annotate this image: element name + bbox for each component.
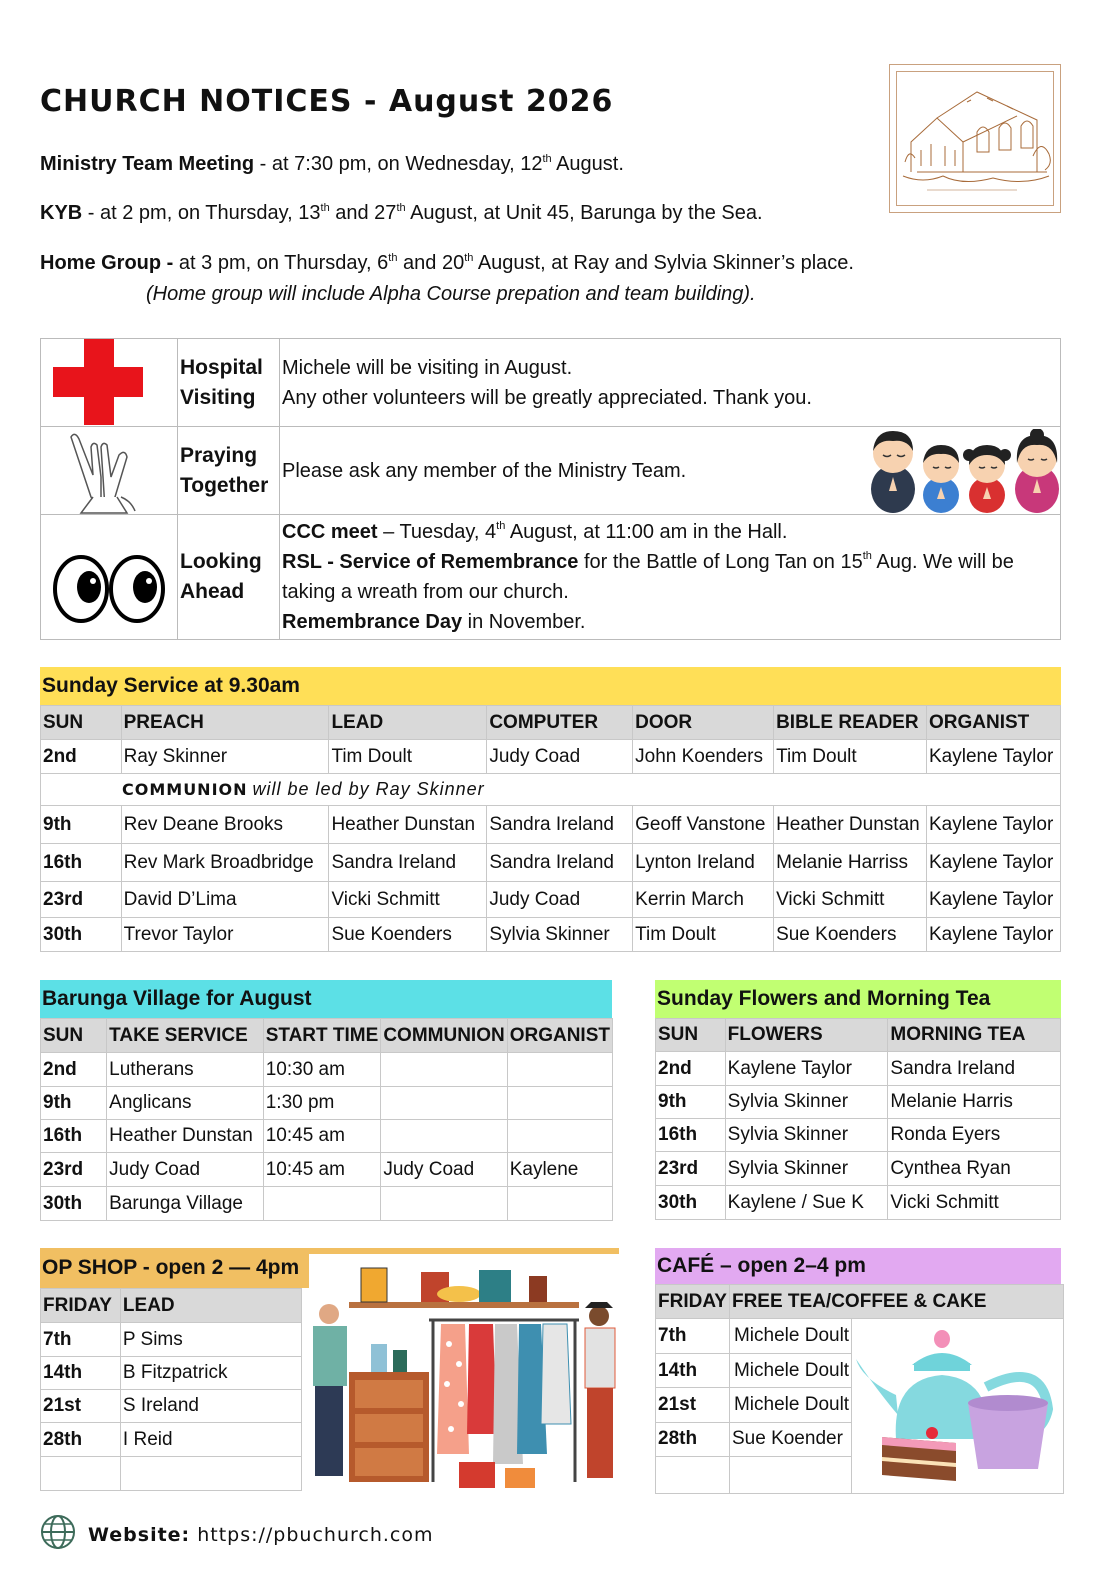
table-cell: 14th [656,1354,730,1388]
table-cell: Sylvia Skinner [725,1086,888,1119]
sunday-service-banner: Sunday Service at 9.30am [40,667,1061,705]
table-cell: P Sims [120,1323,301,1357]
table-cell: 21st [656,1388,730,1422]
praying-line-1: Please ask any member of the Ministry Team. [282,459,687,482]
hospital-title [178,339,280,426]
kyb-sup1: th [320,202,330,214]
table-row [41,806,1061,844]
cafe-header-free-tea: FREE TEA/COFFEE & CAKE [729,1285,1063,1319]
table-cell: Sylvia Skinner [487,918,633,952]
barunga-header-row [41,1019,613,1053]
cafe-table [655,1284,1064,1494]
table-cell: Ronda Eyers [888,1119,1061,1152]
kyb-notice [40,201,763,225]
cafe-banner: CAFÉ – open 2–4 pm [655,1248,1061,1284]
table-cell: John Koenders [633,740,774,774]
ministry-team-notice [40,152,624,176]
flowers-header-morning-tea: MORNING TEA [888,1019,1061,1052]
table-cell: 2nd [41,740,122,774]
table-cell: Kerrin March [633,882,774,918]
table-cell: Vicki Schmitt [888,1186,1061,1220]
hospital-title-2: Visiting [180,385,256,409]
table-cell: Sandra Ireland [487,844,633,882]
table-cell: Sue Koenders [774,918,927,952]
table-cell: 9th [41,1087,107,1120]
table-cell: Rev Mark Broadbridge [121,844,329,882]
table-row [656,1319,1064,1354]
table-cell: Melanie Harriss [774,844,927,882]
remembrance-label: Remembrance Day [282,611,463,633]
barunga-header-take-service: TAKE SERVICE [107,1019,264,1053]
table-cell: Michele Doult [729,1319,851,1354]
barunga-village-banner: Barunga Village for August [40,980,612,1018]
barunga-header-communion: COMMUNION [381,1019,507,1053]
hospital-line-2: Any other volunteers will be greatly appreciated. Thank you. [282,387,812,409]
table-cell: S Ireland [120,1390,301,1423]
table-cell [507,1187,612,1221]
table-cell: Michele Doult [729,1388,851,1422]
website-link[interactable]: https://pbuchurch.com [197,1523,434,1546]
rsl-sup: th [862,550,872,562]
table-cell: 30th [41,1187,107,1221]
flowers-header-flowers: FLOWERS [725,1019,888,1052]
table-cell: Cynthea Ryan [888,1152,1061,1186]
table-cell [381,1053,507,1087]
table-cell: 21st [41,1390,121,1423]
table-row [41,1120,613,1153]
table-row [41,1053,613,1087]
table-cell: Barunga Village [107,1187,264,1221]
teapot-cake-cell [852,1319,1064,1494]
table-cell [381,1187,507,1221]
table-cell: Judy Coad [487,882,633,918]
sunday-header-computer: COMPUTER [487,706,633,740]
table-cell: 10:45 am [263,1153,381,1187]
page-title: CHURCH NOTICES - August 2026 [40,84,614,119]
ccc-line [282,517,1060,547]
table-cell: Heather Dunstan [329,806,487,844]
op-shop-header-friday: FRIDAY [41,1289,121,1323]
table-cell: Sandra Ireland [329,844,487,882]
church-sketch-icon [889,64,1061,213]
table-cell [41,1457,121,1491]
table-cell: Kaylene Taylor [927,844,1061,882]
praying-hands-icon [41,427,178,514]
table-cell: 23rd [41,1153,107,1187]
home-group-text-c: August, at Ray and Sylvia Skinner’s place. [473,252,854,274]
table-cell: 7th [41,1323,121,1357]
table-cell: David D’Lima [121,882,329,918]
rsl-text-c: taking a wreath from our church. [282,581,569,603]
table-cell: Judy Coad [487,740,633,774]
rsl-line [282,547,1060,577]
sunday-header-organist: ORGANIST [927,706,1061,740]
remembrance-text: in November. [462,611,586,633]
notice-table [40,338,1061,640]
flowers-header-sun: SUN [656,1019,726,1052]
rsl-label: RSL - Service of Remembrance [282,551,579,573]
table-cell: Rev Deane Brooks [121,806,329,844]
table-cell: Kaylene Taylor [927,918,1061,952]
table-cell: Sylvia Skinner [725,1119,888,1152]
table-cell: Sandra Ireland [487,806,633,844]
table-cell: Sue Koenders [329,918,487,952]
table-cell: B Fitzpatrick [120,1357,301,1390]
table-cell: 14th [41,1357,121,1390]
table-cell: 30th [656,1186,726,1220]
table-cell: Sandra Ireland [888,1052,1061,1086]
table-cell: 7th [656,1319,730,1354]
table-cell: 23rd [41,882,122,918]
table-cell: Heather Dunstan [774,806,927,844]
table-cell: Vicki Schmitt [774,882,927,918]
table-row [41,1323,302,1357]
kyb-text-c: August, at Unit 45, Barunga by the Sea. [405,202,763,224]
cafe-header-friday: FRIDAY [656,1285,730,1319]
table-cell: Ray Skinner [121,740,329,774]
communion-row [41,774,1061,806]
hospital-row [41,339,1060,427]
teapot-cake-icon [852,1319,1063,1487]
home-group-text-b: and 20 [397,252,465,274]
kyb-text-a: - at 2 pm, on Thursday, 13 [82,202,321,224]
barunga-header-start-time: START TIME [263,1019,381,1053]
kyb-text-b: and 27 [329,202,397,224]
table-cell: 2nd [41,1053,107,1087]
table-cell [507,1053,612,1087]
table-cell: Sue Koender [729,1422,851,1456]
ministry-team-sup: th [542,153,552,165]
op-shop-illustration-icon [309,1254,619,1495]
sunday-header-sun: SUN [41,706,122,740]
hospital-text [280,339,1060,426]
table-cell: 2nd [656,1052,726,1086]
looking-ahead-title [178,515,280,639]
flowers-banner: Sunday Flowers and Morning Tea [655,980,1061,1018]
barunga-header-organist: ORGANIST [507,1019,612,1053]
rsl-text-a: for the Battle of Long Tan on 15 [578,551,863,573]
sunday-header-row [41,706,1061,740]
ccc-text-a: – Tuesday, 4 [377,521,497,543]
table-cell: 16th [656,1119,726,1152]
table-cell [507,1087,612,1120]
table-cell: 28th [41,1423,121,1457]
praying-title-1: Praying [180,443,258,467]
table-cell: Melanie Harris [888,1086,1061,1119]
table-cell [381,1087,507,1120]
ministry-team-text-end: August. [551,153,624,175]
table-row [41,1390,302,1423]
eyes-icon [41,515,178,639]
table-row [656,1119,1061,1152]
table-row [41,882,1061,918]
home-group-sup2: th [464,252,474,264]
table-cell: Judy Coad [381,1153,507,1187]
op-shop-table [40,1288,302,1491]
ccc-sup: th [496,520,506,532]
red-cross-icon [41,339,178,426]
table-row [41,918,1061,952]
table-cell [381,1120,507,1153]
communion-label: COMMUNION [122,780,248,799]
praying-title-2: Together [180,473,269,497]
table-row [41,844,1061,882]
table-cell [507,1120,612,1153]
table-cell: Anglicans [107,1087,264,1120]
table-cell: Lutherans [107,1053,264,1087]
table-cell: 16th [41,1120,107,1153]
table-cell: 16th [41,844,122,882]
communion-text: will be led by Ray Skinner [252,779,485,799]
barunga-header-sun: SUN [41,1019,107,1053]
rsl-text-b: Aug. We will be [871,551,1014,573]
table-cell [729,1456,851,1493]
cafe-header-row [656,1285,1064,1319]
table-cell: Tim Doult [329,740,487,774]
looking-title-1: Looking [180,550,262,573]
kyb-label: KYB [40,202,83,224]
op-shop-banner-label: OP SHOP - open 2 — 4pm [42,1256,300,1279]
looking-title-2: Ahead [180,580,245,603]
ccc-label: CCC meet [282,521,378,543]
praying-row [41,427,1060,515]
sunday-header-bible-reader: BIBLE READER [774,706,927,740]
hospital-title-1: Hospital [180,355,263,379]
ministry-team-text: - at 7:30 pm, on Wednesday, 12 [254,153,543,175]
table-row [41,1087,613,1120]
remembrance-line [282,607,1060,637]
table-cell: Kaylene Taylor [927,806,1061,844]
table-cell: I Reid [120,1423,301,1457]
table-row [656,1086,1061,1119]
barunga-village-table [40,1018,613,1221]
table-row [41,1187,613,1221]
table-cell: Kaylene / Sue K [725,1186,888,1220]
table-row [41,740,1061,774]
table-cell: Trevor Taylor [121,918,329,952]
table-cell: Sylvia Skinner [725,1152,888,1186]
table-cell: Kaylene Taylor [725,1052,888,1086]
globe-icon [40,1514,76,1555]
table-cell: Michele Doult [729,1354,851,1388]
table-cell: Kaylene Taylor [927,740,1061,774]
table-cell: Kaylene Taylor [927,882,1061,918]
table-cell: Kaylene [507,1153,612,1187]
table-row [41,1153,613,1187]
hospital-line-1: Michele will be visiting in August. [282,357,573,379]
op-shop-header-row [41,1289,302,1323]
table-cell: Heather Dunstan [107,1120,264,1153]
looking-ahead-text [280,515,1060,639]
home-group-sup1: th [388,252,398,264]
looking-ahead-row [41,515,1060,639]
table-cell [656,1456,730,1493]
sunday-header-lead: LEAD [329,706,487,740]
table-cell [263,1187,381,1221]
table-row [41,1423,302,1457]
kyb-sup2: th [396,202,406,214]
ministry-team-label: Ministry Team Meeting [40,153,255,175]
communion-cell [41,774,1061,806]
table-cell: Lynton Ireland [633,844,774,882]
table-cell: 9th [41,806,122,844]
table-cell: 10:45 am [263,1120,381,1153]
website-footer [40,1514,434,1555]
home-group-notice [40,251,854,275]
table-cell: 30th [41,918,122,952]
flowers-table [655,1018,1061,1220]
table-cell: 9th [656,1086,726,1119]
table-row [656,1152,1061,1186]
home-group-label: Home Group - [40,252,174,274]
praying-family-icon [867,429,1063,518]
website-label: Website: [88,1523,191,1546]
sunday-header-preach: PREACH [121,706,329,740]
table-cell [120,1457,301,1491]
table-row [656,1186,1061,1220]
sunday-service-table [40,705,1061,952]
flowers-header-row [656,1019,1061,1052]
praying-title [178,427,280,514]
table-row [656,1052,1061,1086]
table-cell: 28th [656,1422,730,1456]
table-cell: 10:30 am [263,1053,381,1087]
table-row [41,1357,302,1390]
table-cell: Tim Doult [633,918,774,952]
sunday-header-door: DOOR [633,706,774,740]
table-cell: Tim Doult [774,740,927,774]
table-cell: 1:30 pm [263,1087,381,1120]
home-group-note: (Home group will include Alpha Course prepation and team building). [146,283,756,305]
ccc-text-b: August, at 11:00 am in the Hall. [505,521,788,543]
table-row [41,1457,302,1491]
table-cell: 23rd [656,1152,726,1186]
op-shop-header-lead: LEAD [120,1289,301,1323]
home-group-text-a: at 3 pm, on Thursday, 6 [173,252,389,274]
table-cell: Geoff Vanstone [633,806,774,844]
table-cell: Vicki Schmitt [329,882,487,918]
table-cell: Judy Coad [107,1153,264,1187]
